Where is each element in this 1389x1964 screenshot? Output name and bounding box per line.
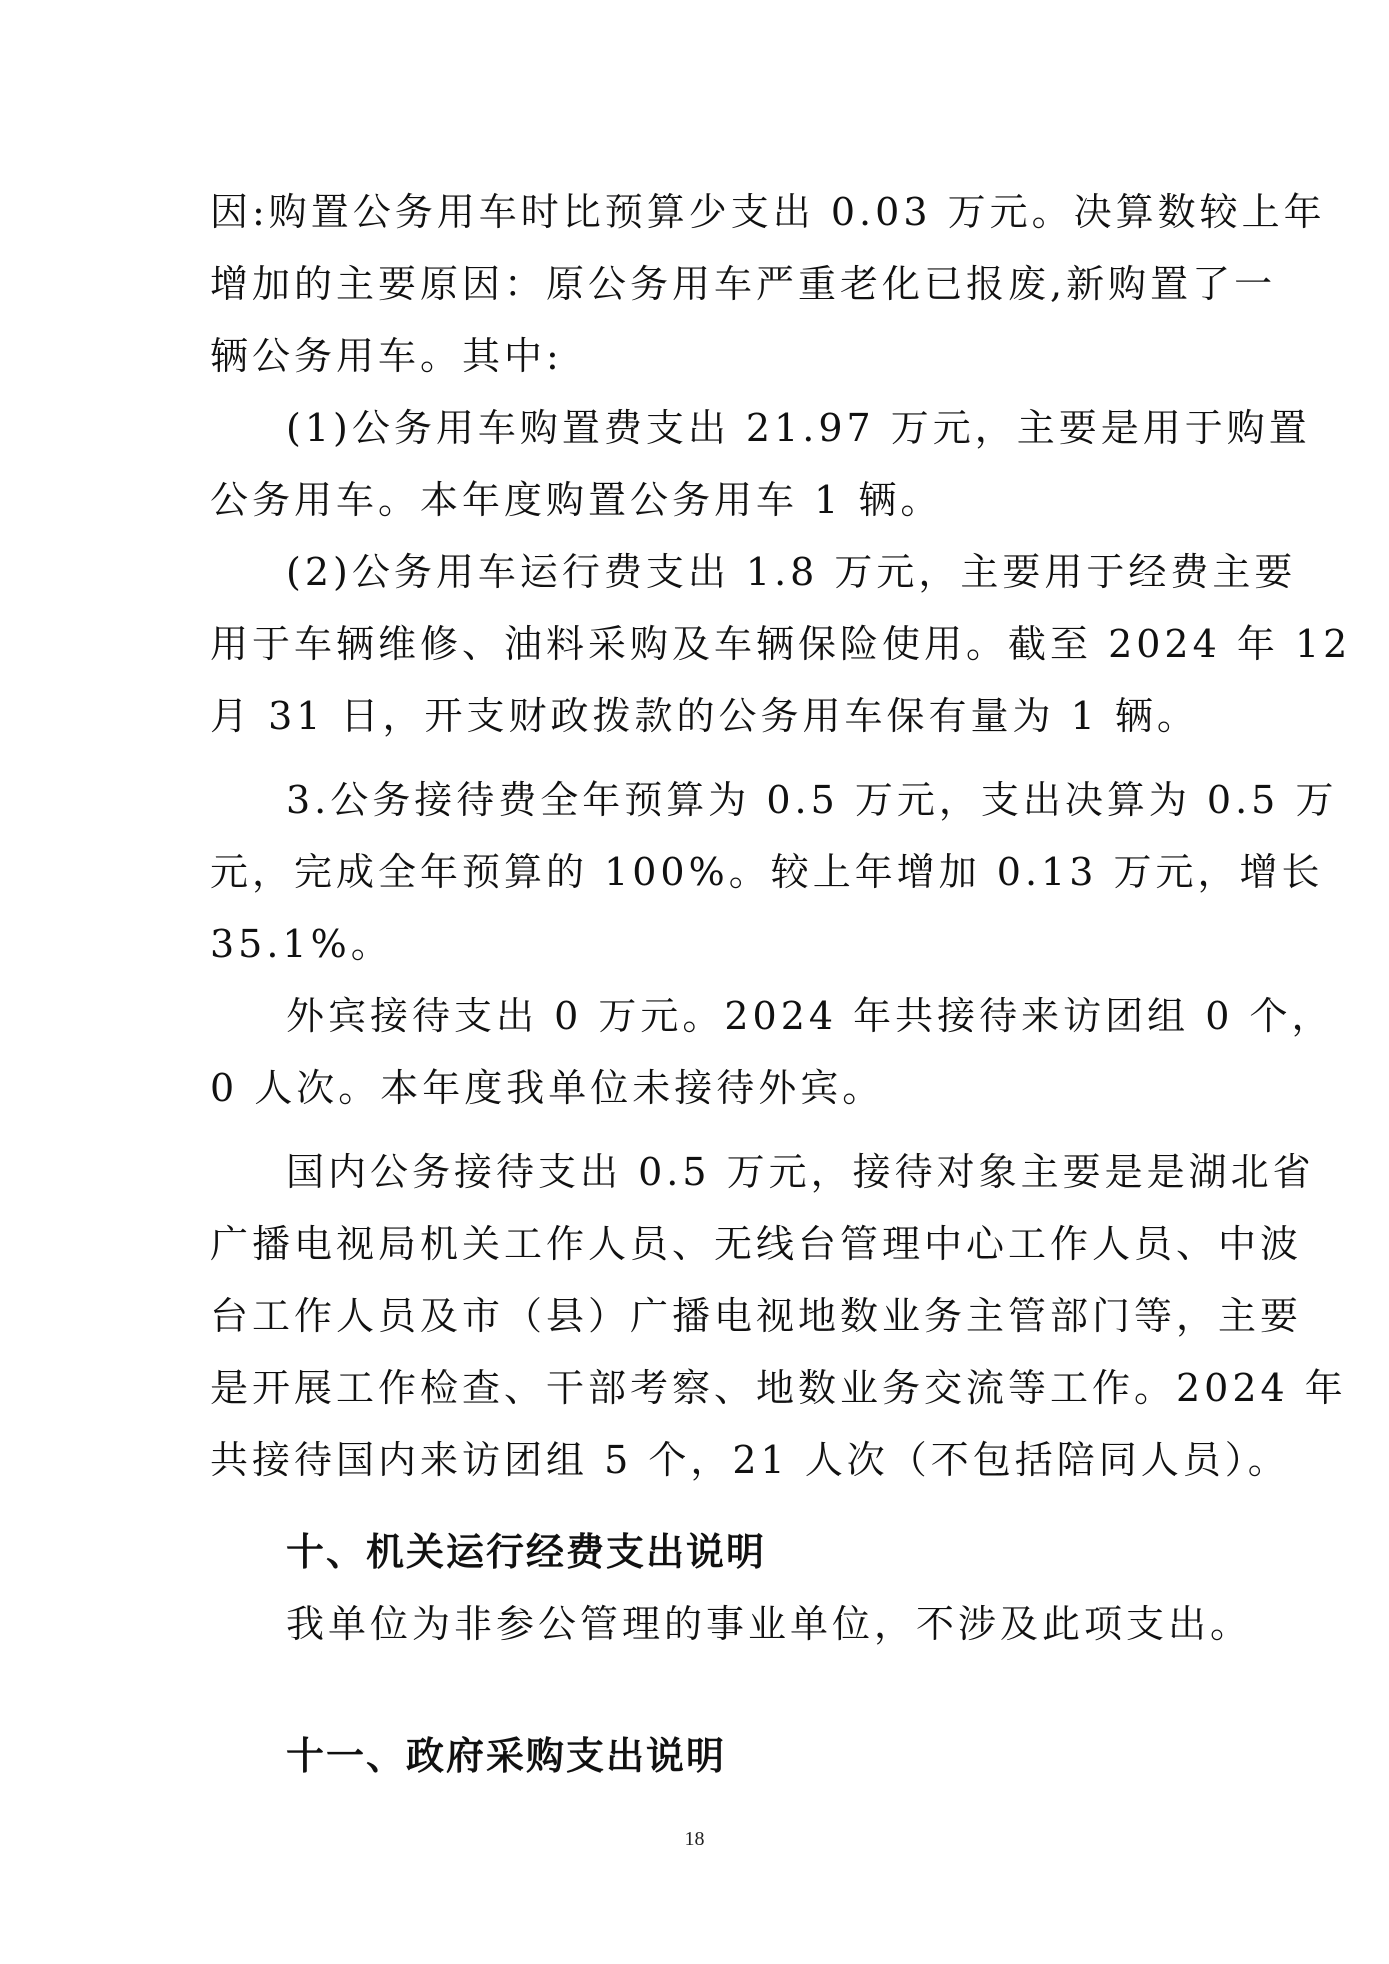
text-line: 35.1%。: [210, 922, 393, 966]
paragraph-vehicle-operation: [210, 536, 1352, 752]
document-body: [210, 176, 1352, 1792]
text-line: 因:购置公务用车时比预算少支出 0.03 万元。决算数较上年: [210, 190, 1326, 234]
section-heading: 十一、政府采购支出说明: [286, 1734, 727, 1778]
paragraph-vehicle-purchase: [210, 392, 1311, 536]
text-line: 外宾接待支出 0 万元。2024 年共接待来访团组 0 个，: [286, 994, 1334, 1038]
paragraph-domestic-reception: [210, 1136, 1347, 1496]
text-line: (1)公务用车购置费支出 21.97 万元，主要是用于购置: [286, 406, 1311, 450]
text-line: 辆公务用车。其中:: [210, 334, 563, 378]
text-line: 国内公务接待支出 0.5 万元，接待对象主要是是湖北省: [286, 1150, 1315, 1194]
section-heading: 十、机关运行经费支出说明: [286, 1530, 767, 1574]
text-line: 元，完成全年预算的 100%。较上年增加 0.13 万元，增长: [210, 850, 1324, 894]
text-line: 月 31 日，开支财政拨款的公务用车保有量为 1 辆。: [210, 694, 1199, 738]
text-line: 台工作人员及市（县）广播电视地数业务主管部门等，主要: [210, 1294, 1303, 1338]
section-operating-expenses: [210, 1516, 1253, 1660]
page-number: 18: [684, 1828, 705, 1850]
text-line: 增加的主要原因：原公务用车严重老化已报废,新购置了一: [210, 262, 1277, 306]
paragraph-reception-budget: [210, 764, 1338, 980]
text-line: 0 人次。本年度我单位未接待外宾。: [210, 1066, 885, 1110]
text-line: 我单位为非参公管理的事业单位，不涉及此项支出。: [286, 1602, 1253, 1646]
spacer: [210, 1124, 1182, 1136]
spacer: [210, 752, 1182, 764]
text-line: 共接待国内来访团组 5 个，21 人次（不包括陪同人员）。: [210, 1438, 1290, 1482]
spacer: [210, 1660, 1182, 1720]
section-government-procurement: [210, 1720, 1182, 1792]
text-line: 用于车辆维修、油料采购及车辆保险使用。截至 2024 年 12: [210, 622, 1352, 666]
text-line: 是开展工作检查、干部考察、地数业务交流等工作。2024 年: [210, 1366, 1347, 1410]
text-line: 公务用车。本年度购置公务用车 1 辆。: [210, 478, 943, 522]
text-line: (2)公务用车运行费支出 1.8 万元，主要用于经费主要: [286, 550, 1297, 594]
text-line: 3.公务接待费全年预算为 0.5 万元，支出决算为 0.5 万: [286, 778, 1338, 822]
text-line: 广播电视局机关工作人员、无线台管理中心工作人员、中波: [210, 1222, 1303, 1266]
paragraph-foreign-reception: [210, 980, 1334, 1124]
paragraph-vehicle-reason: [210, 176, 1326, 392]
spacer: [210, 1496, 1182, 1516]
